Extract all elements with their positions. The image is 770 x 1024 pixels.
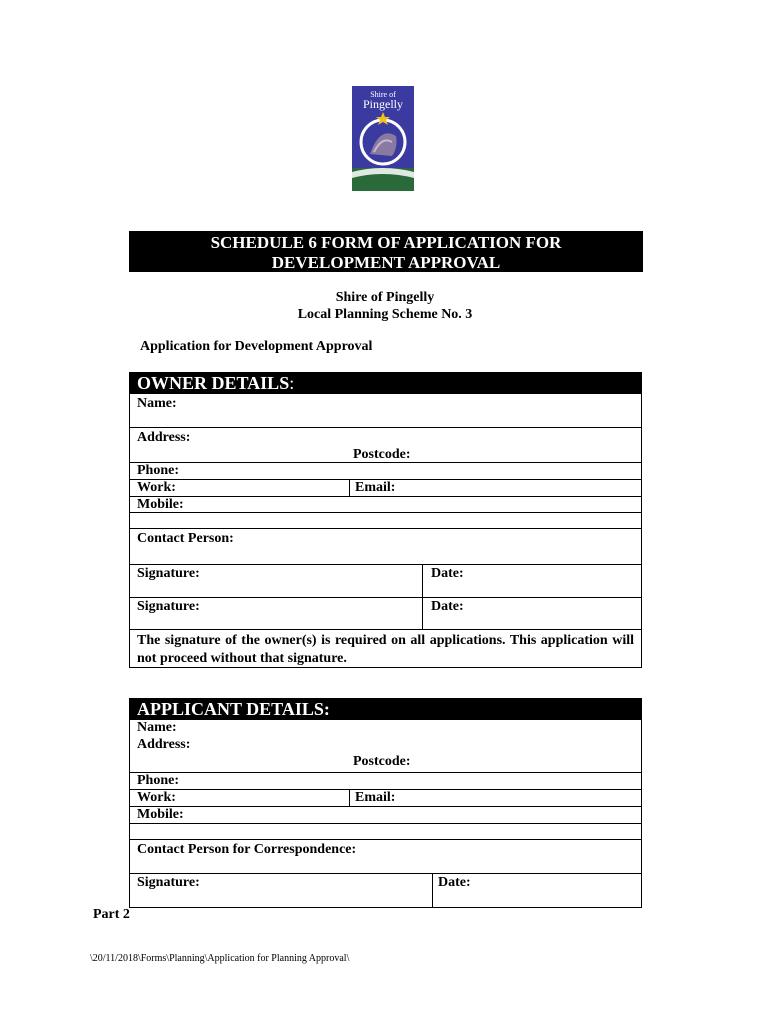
owner-contact-label: Contact Person: <box>137 531 234 546</box>
owner-mobile-field[interactable] <box>130 496 641 512</box>
applicant-work-email-row <box>130 789 641 806</box>
scheme-name: Local Planning Scheme No. 3 <box>297 307 473 322</box>
applicant-postcode-label: Postcode: <box>353 754 411 769</box>
applicant-phone-label: Phone: <box>137 773 179 788</box>
owner-work-label[interactable]: Work: <box>137 480 176 495</box>
applicant-contact-field[interactable] <box>130 839 641 873</box>
applicant-name-label: Name: <box>137 720 177 735</box>
owner-phone-row <box>130 462 641 479</box>
applicant-mobile-label: Mobile: <box>137 807 184 822</box>
applicant-heading-text: APPLICANT DETAILS: <box>137 699 330 719</box>
form-title-line2: DEVELOPMENT APPROVAL <box>271 253 501 272</box>
owner-notice-text: The signature of the owner(s) is required on all applications. This application will not proceed without that signature. <box>137 633 634 666</box>
owner-phone-label: Phone: <box>137 463 179 478</box>
owner-details-heading <box>130 373 641 394</box>
form-title-line1: SCHEDULE 6 FORM OF APPLICATION FOR <box>210 233 562 252</box>
owner-signature-2-label[interactable]: Signature: <box>137 599 200 614</box>
owner-work-email-row <box>130 479 641 496</box>
applicant-signature-row <box>130 873 641 907</box>
owner-email-label[interactable]: Email: <box>355 480 396 495</box>
logo-text-line2: Pingelly <box>362 97 404 111</box>
owner-mobile-label: Mobile: <box>137 497 184 512</box>
owner-contact-field[interactable] <box>130 528 641 564</box>
application-label: Application for Development Approval <box>140 339 373 354</box>
applicant-date-label[interactable]: Date: <box>438 875 471 890</box>
applicant-mobile-field[interactable] <box>130 806 641 823</box>
applicant-name-field[interactable] <box>130 720 641 737</box>
shire-name: Shire of Pingelly <box>335 290 435 305</box>
owner-details-table <box>129 372 642 668</box>
applicant-details-heading <box>130 699 641 720</box>
owner-signature-row-1 <box>130 564 641 597</box>
owner-signature-1-label[interactable]: Signature: <box>137 566 200 581</box>
owner-signature-notice <box>130 629 641 667</box>
owner-postcode-label: Postcode: <box>353 447 411 462</box>
owner-address-field[interactable] <box>130 427 641 462</box>
applicant-details-table <box>129 698 642 908</box>
owner-address-label: Address: <box>137 430 191 445</box>
owner-signature-row-2 <box>130 597 641 629</box>
footer-file-path: \20/11/2018\Forms\Planning\Application for Planning Approval\ <box>90 953 350 964</box>
owner-name-field[interactable] <box>130 394 641 427</box>
applicant-contact-label: Contact Person for Correspondence: <box>137 842 357 857</box>
owner-blank-row <box>130 512 641 528</box>
part-2-label: Part 2 <box>93 907 130 922</box>
applicant-address-label: Address: <box>137 737 191 752</box>
applicant-signature-label[interactable]: Signature: <box>137 875 200 890</box>
applicant-phone-row <box>130 772 641 789</box>
owner-date-1-label[interactable]: Date: <box>431 566 464 581</box>
applicant-blank-row <box>130 823 641 839</box>
owner-date-2-label[interactable]: Date: <box>431 599 464 614</box>
logo-text-line1: Shire of <box>370 90 396 99</box>
form-title-banner <box>129 231 643 272</box>
owner-heading-text: OWNER DETAILS <box>137 373 290 393</box>
owner-name-label: Name: <box>137 396 177 411</box>
applicant-email-label[interactable]: Email: <box>355 790 396 805</box>
applicant-work-label[interactable]: Work: <box>137 790 176 805</box>
shire-of-pingelly-logo <box>352 86 414 191</box>
owner-heading-colon: : <box>289 373 295 393</box>
applicant-address-field[interactable] <box>130 737 641 772</box>
